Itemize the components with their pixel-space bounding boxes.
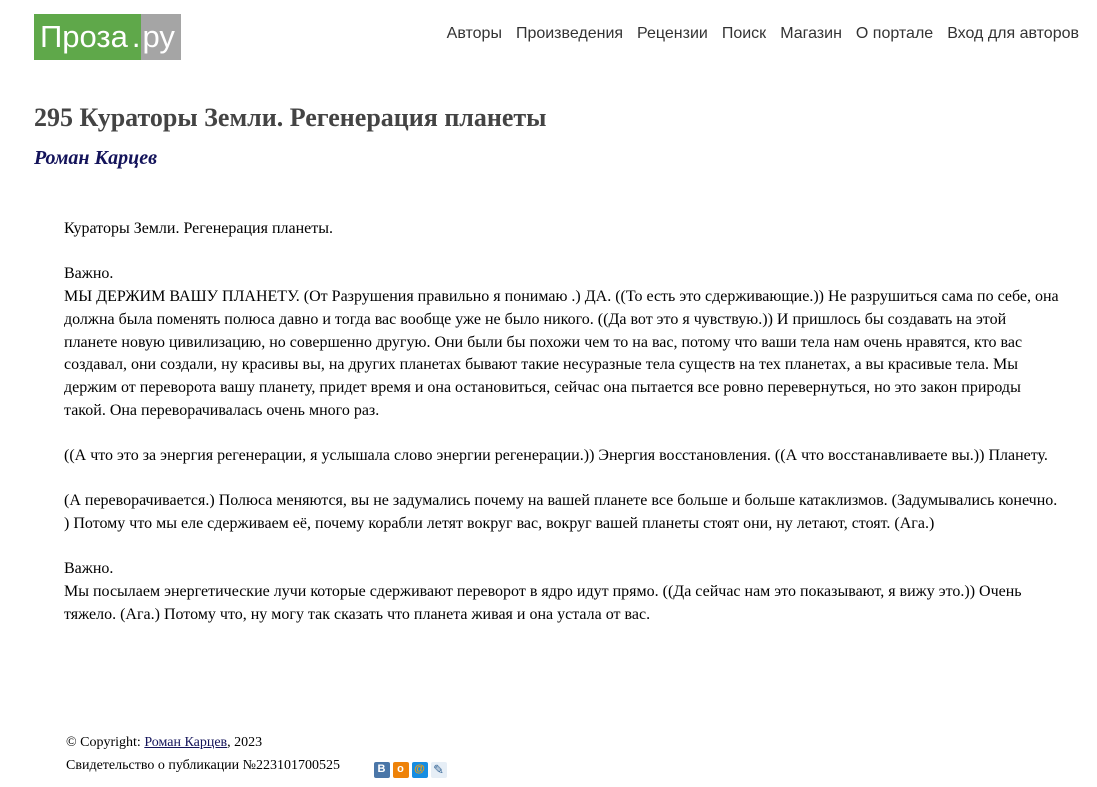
nav-search[interactable]: Поиск xyxy=(721,25,767,42)
text-paragraph: Кураторы Земли. Регенерация планеты. xyxy=(64,220,334,237)
share-buttons xyxy=(374,762,447,778)
odnoklassniki-icon[interactable]: о xyxy=(393,762,409,778)
work-footer xyxy=(66,731,447,778)
copyright-line xyxy=(66,731,447,754)
logo-text-ru: ру xyxy=(141,14,181,60)
author-link[interactable]: Роман Карцев xyxy=(34,147,158,169)
copyright-prefix: © Copyright: xyxy=(66,735,145,750)
vk-icon[interactable]: В xyxy=(374,762,390,778)
text-paragraph: (А переворачивается.) Полюса меняются, вы не задумались почему на вашей планете все больше и больше катаклизмов. (Задумывались конечно. ) Потому что мы еле сдерживаем её, почему корабли летят вокруг вас, вокруг вашей планеты стоят они, ну летают, стоят. (Ага.) xyxy=(64,492,1058,533)
livejournal-icon[interactable]: ✎ xyxy=(431,762,447,778)
nav-reviews[interactable]: Рецензии xyxy=(637,25,708,42)
nav-login[interactable]: Вход для авторов xyxy=(947,25,1079,42)
copyright-author-link[interactable]: Роман Карцев xyxy=(144,735,228,750)
logo-dot: . xyxy=(132,14,141,60)
site-header xyxy=(0,0,1097,72)
certificate-line xyxy=(66,754,447,778)
page-title: 295 Кураторы Земли. Регенерация планеты xyxy=(34,103,547,132)
site-logo[interactable] xyxy=(34,14,181,60)
work-text xyxy=(64,218,1059,649)
logo-text-proza: Проза xyxy=(34,14,132,60)
nav-shop[interactable]: Магазин xyxy=(780,25,842,42)
text-paragraph: ((А что это за энергия регенерации, я услышала слово энергии регенерации.)) Энергия восстановления. ((А что восстанавливаете вы.)) Планету. xyxy=(64,447,1048,464)
nav-authors[interactable]: Авторы xyxy=(446,25,502,42)
main-nav xyxy=(447,25,1079,43)
nav-works[interactable]: Произведения xyxy=(515,25,624,42)
text-paragraph: Важно. МЫ ДЕРЖИМ ВАШУ ПЛАНЕТУ. (От Разрушения правильно я понимаю .) ДА. ((То есть это сдерживающие.)) Не разрушиться сама по себе, она должна была поменять полюса давно и тогда вас вообще уже не было никого. ((Да вот это я чувствую.)) И пришлось бы создавать на этой планете новую цивилизацию, но совершенно другую. Они были бы похожи чем то на вас, потому что ваши тела нам очень нравятся, кто вас создавал, они создали, ну красивы вы, на других планетах бывают такие несуразные тела существ на тех планетах, а вы красивые тела. Мы держим от переворота вашу планету, придет время и она остановиться, сейчас она пытается все ровно перевернуться, но это закон природы такой. Она переворачивалась очень много раз. xyxy=(64,265,1059,419)
mailru-icon[interactable]: @ xyxy=(412,762,428,778)
copyright-year: , 2023 xyxy=(227,735,263,750)
text-paragraph: Важно. Мы посылаем энергетические лучи которые сдерживают переворот в ядро идут прямо. ((Да сейчас нам это показывают, я вижу это.)) Очень тяжело. (Ага.) Потому что, ну могу так сказать что планета живая и она устала от вас. xyxy=(64,560,1022,623)
publication-certificate[interactable]: Свидетельство о публикации №223101700525 xyxy=(66,758,341,773)
nav-about[interactable]: О портале xyxy=(855,25,934,42)
